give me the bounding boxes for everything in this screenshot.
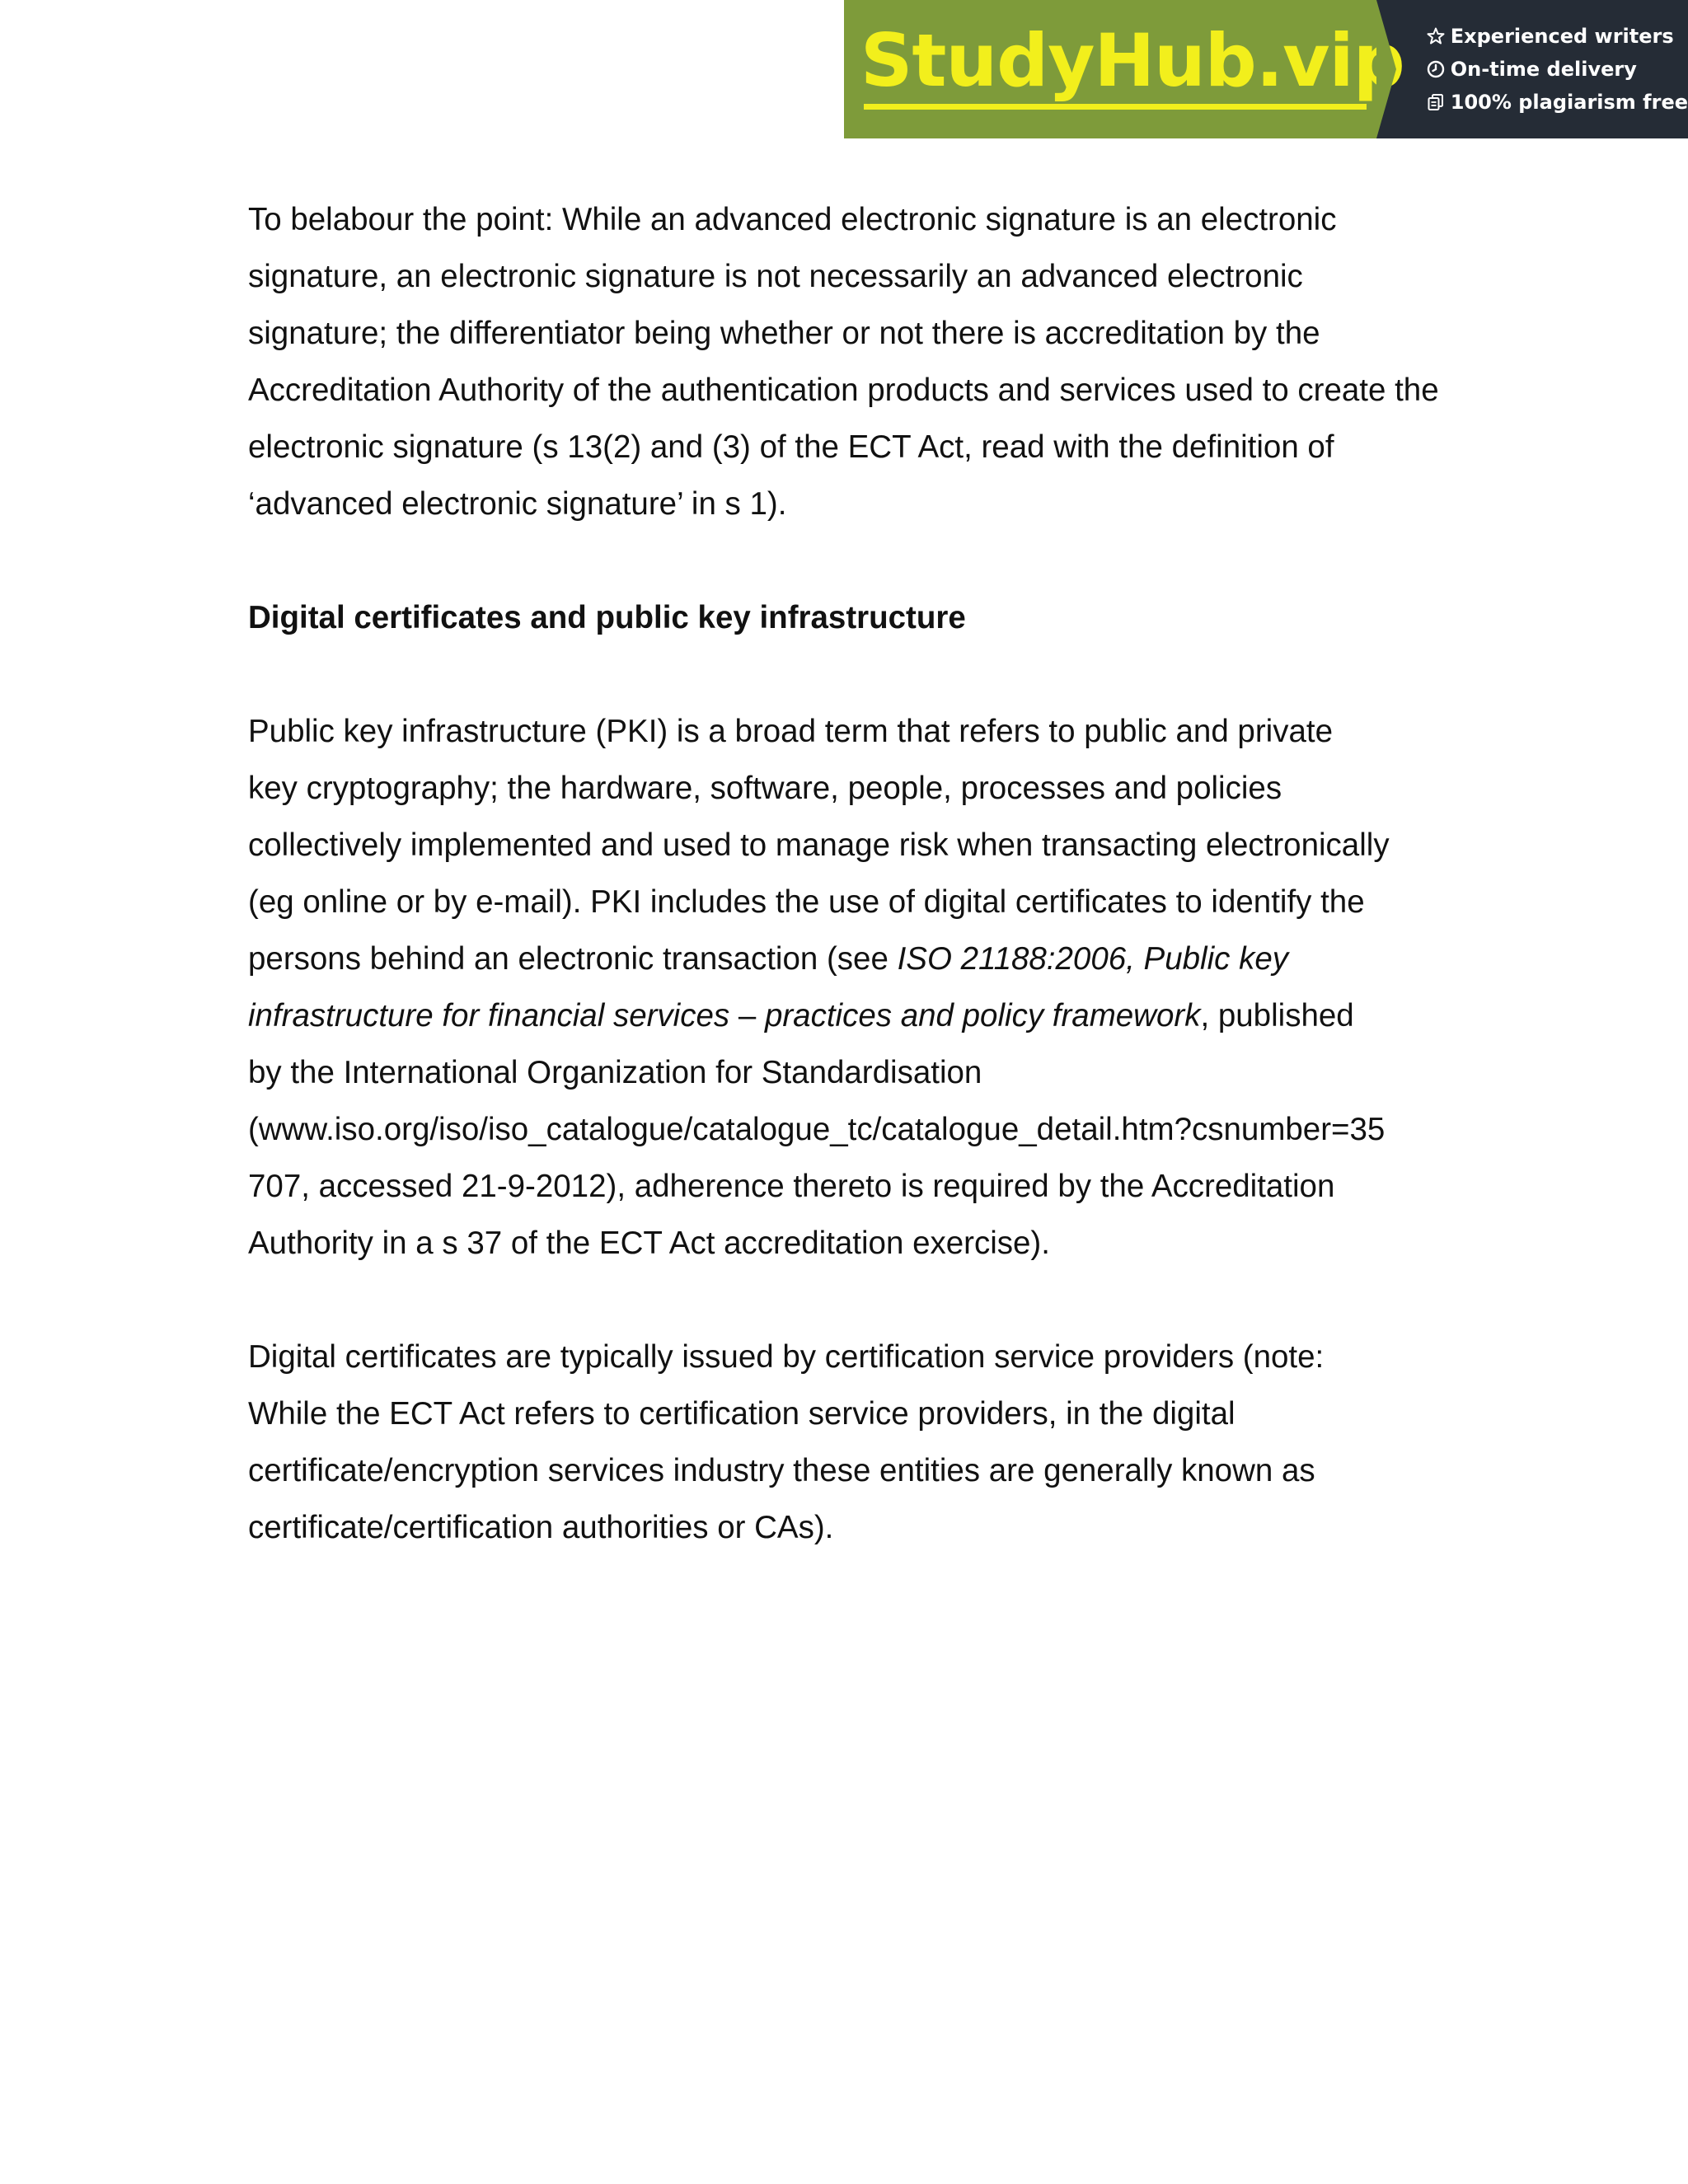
citation-title: infrastructure for financial services [248, 998, 730, 1033]
paragraph-gap [248, 646, 1451, 703]
text-line: electronic signature (s 13(2) and (3) of the ECT Act, read with the definition of [248, 429, 1334, 465]
text-line: Accreditation Authority of the authentication products and services used to create the [248, 373, 1439, 408]
citation-title: ISO 21188:2006, Public key [897, 941, 1289, 977]
clock-icon [1426, 59, 1446, 79]
text-line: by the International Organization for Standardisation [248, 1055, 982, 1090]
text-line [248, 987, 1451, 1044]
text-line: Authority in a s 37 of the ECT Act accreditation exercise). [248, 1226, 1050, 1261]
text-line: signature; the differentiator being whether or not there is accreditation by the [248, 316, 1320, 351]
paragraph-pki [248, 703, 1451, 1272]
perk-label: Experienced writers [1450, 25, 1674, 48]
text-line [248, 930, 1451, 987]
brand-logo-underline [864, 104, 1367, 110]
url-text: (www.iso.org/iso/iso_catalogue/catalogue_tc/catalogue_detail.htm?csnumber=35 [248, 1112, 1386, 1147]
paragraph-gap [248, 532, 1451, 589]
text-line: certificate/certification authorities or CAs). [248, 1510, 834, 1545]
text-run: – [729, 998, 765, 1033]
text-line: Public key infrastructure (PKI) is a broad term that refers to public and private [248, 714, 1333, 749]
perk-experienced-writers [1426, 25, 1688, 48]
paragraph-electronic-signature [248, 191, 1451, 532]
section-heading: Digital certificates and public key infrastructure [248, 600, 966, 635]
text-line: certificate/encryption services industry these entities are generally known as [248, 1453, 1315, 1488]
perk-label: 100% plagiarism free [1450, 91, 1688, 114]
star-outline-icon [1426, 26, 1446, 46]
text-line: ‘advanced electronic signature’ in s 1). [248, 486, 787, 522]
document-body [248, 191, 1451, 1556]
text-line: Digital certificates are typically issued by certification service providers (note: [248, 1339, 1325, 1375]
brand-panel [844, 0, 1404, 138]
paragraph-gap [248, 1272, 1451, 1329]
copy-document-icon [1426, 92, 1446, 112]
perk-plagiarism-free [1426, 91, 1688, 114]
brand-logo[interactable]: StudyHub.vip [860, 18, 1404, 103]
citation-title: practices and policy framework [764, 998, 1201, 1033]
text-line: collectively implemented and used to manage risk when transacting electronically [248, 827, 1390, 863]
text-line: 707, accessed 21-9-2012), adherence thereto is required by the Accreditation [248, 1169, 1335, 1204]
perks-panel [1376, 0, 1688, 138]
perk-label: On-time delivery [1450, 58, 1637, 81]
text-run: persons behind an electronic transaction (see [248, 941, 898, 977]
perk-on-time-delivery [1426, 58, 1688, 81]
text-line: While the ECT Act refers to certification service providers, in the digital [248, 1396, 1236, 1432]
paragraph-certificates [248, 1329, 1451, 1556]
text-line: To belabour the point: While an advanced electronic signature is an electronic [248, 202, 1337, 237]
text-line: (eg online or by e-mail). PKI includes the use of digital certificates to identify the [248, 884, 1365, 920]
text-run: , published [1200, 998, 1354, 1033]
text-line: signature, an electronic signature is not necessarily an advanced electronic [248, 259, 1303, 294]
promo-banner[interactable] [844, 0, 1688, 138]
text-line: key cryptography; the hardware, software, people, processes and policies [248, 771, 1282, 806]
